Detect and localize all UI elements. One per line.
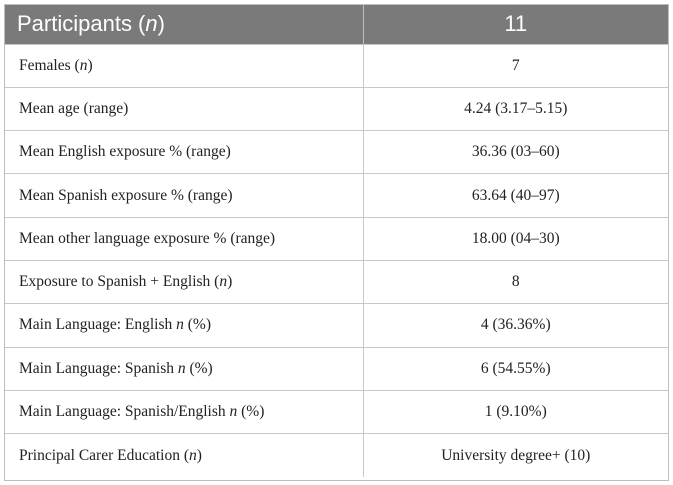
row-label-cell — [5, 347, 363, 390]
table-row — [5, 260, 668, 303]
header-label-suffix: ) — [157, 11, 165, 37]
row-label-text: Main Language: Spanish — [19, 359, 178, 377]
participants-table — [5, 5, 668, 477]
row-label-text: Principal Carer Education ( — [19, 446, 190, 464]
row-label-cell — [5, 174, 363, 217]
table-row — [5, 217, 668, 260]
header-label-cell — [5, 5, 363, 44]
row-value-cell: 18.00 (04–30) — [363, 217, 668, 260]
row-value-cell: 1 (9.10%) — [363, 390, 668, 433]
table-row — [5, 434, 668, 477]
row-label-cell — [5, 390, 363, 433]
row-label-cell — [5, 434, 363, 477]
row-label-text: Mean other language exposure % (range) — [19, 229, 276, 247]
table-row — [5, 347, 668, 390]
row-value-cell: 63.64 (40–97) — [363, 174, 668, 217]
table-header-row — [5, 5, 668, 44]
row-label-cell — [5, 131, 363, 174]
row-label-suffix: ) — [227, 273, 233, 291]
row-value-cell: 6 (54.55%) — [363, 347, 668, 390]
row-label-suffix: ) — [196, 446, 202, 464]
row-label-n: n — [189, 446, 197, 464]
table-row — [5, 390, 668, 433]
row-value-cell: 7 — [363, 44, 668, 87]
row-label-n: n — [229, 403, 238, 421]
row-label-suffix: ) — [87, 56, 93, 74]
row-value-cell: 8 — [363, 260, 668, 303]
row-label-cell — [5, 304, 363, 347]
table-row — [5, 87, 668, 130]
row-label-text: Mean Spanish exposure % (range) — [19, 186, 233, 204]
row-value-cell: 4.24 (3.17–5.15) — [363, 87, 668, 130]
row-label-text: Main Language: Spanish/English — [19, 403, 230, 421]
row-label-cell — [5, 87, 363, 130]
header-label-prefix: Participants ( — [17, 11, 146, 37]
table-row — [5, 304, 668, 347]
row-value-cell: 36.36 (03–60) — [363, 131, 668, 174]
row-label-suffix: (%) — [185, 359, 213, 377]
row-label-text: Mean age (range) — [19, 99, 129, 117]
table-row — [5, 44, 668, 87]
row-label-suffix: (%) — [237, 403, 265, 421]
header-value-cell: 11 — [504, 11, 528, 37]
row-label-n: n — [219, 273, 228, 291]
table-row — [5, 174, 668, 217]
row-value-cell: University degree+ (10) — [363, 434, 668, 477]
row-label-text: Females ( — [19, 56, 80, 74]
row-label-text: Main Language: English — [19, 316, 177, 334]
row-label-n: n — [79, 56, 88, 74]
row-label-n: n — [176, 316, 184, 334]
table-row — [5, 131, 668, 174]
participants-table-container — [4, 4, 669, 481]
row-label-text: Exposure to Spanish + English ( — [19, 273, 220, 291]
row-value-cell: 4 (36.36%) — [363, 304, 668, 347]
row-label-suffix: (%) — [183, 316, 211, 334]
row-label-cell — [5, 260, 363, 303]
row-label-text: Mean English exposure % (range) — [19, 143, 231, 161]
row-label-cell — [5, 44, 363, 87]
header-label-n: n — [145, 11, 158, 37]
row-label-cell — [5, 217, 363, 260]
row-label-n: n — [177, 359, 186, 377]
